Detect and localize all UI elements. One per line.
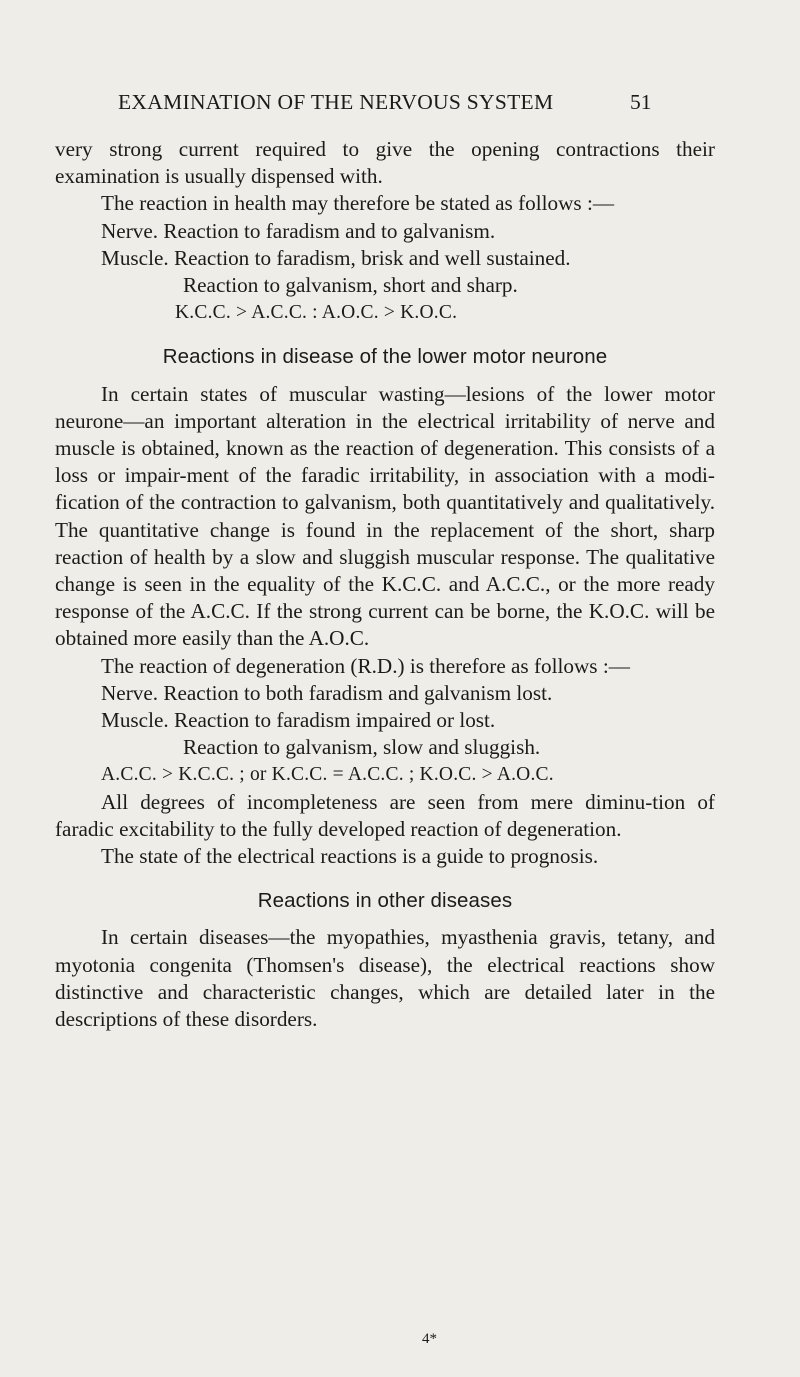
rd-muscle-line: Reaction to galvanism, slow and sluggish. <box>183 735 541 760</box>
paragraph: The reaction in health may therefore be stated as follows :— <box>101 191 615 216</box>
section-heading: Reactions in other diseases <box>257 889 513 913</box>
health-muscle-line: Muscle. Reaction to faradism, brisk and well sustained. <box>101 245 571 270</box>
page-body <box>55 136 715 1033</box>
paragraph: In certain diseases—the myopathies, myasthenia gravis, tetany, and myotonia congenita (Thomsen's disease), the electrical reactions show distinctive and characteristic changes, which are detailed later in the descriptions of these disorders. <box>55 925 715 1032</box>
paragraph: All degrees of incompleteness are seen from mere diminu-tion of faradic excitability to the fully developed reaction of degeneration. <box>55 789 715 841</box>
health-muscle-line: Reaction to galvanism, short and sharp. <box>183 273 518 298</box>
signature-mark: 4* <box>422 1331 437 1347</box>
section-heading: Reactions in disease of the lower motor neurone <box>162 345 608 369</box>
paragraph: In certain states of muscular wasting—lesions of the lower motor neurone—an important alteration in the electrical irritability of nerve and muscle is obtained, known as the reaction of degeneration. This consists of a loss or impair-ment of the faradic irritability, in association with a modi-fication of the contraction to galvanism, both quantitatively and qualitatively. The quantitative change is found in the replacement of the short, sharp reaction of health by a slow and sluggish muscular response. The qualitative change is seen in the equality of the K.C.C. and A.C.C., or the more ready response of the A.C.C. If the strong current can be borne, the K.O.C. will be obtained more easily than the A.O.C. <box>55 381 715 651</box>
formula-rd: A.C.C. > K.C.C. ; or K.C.C. = A.C.C. ; K.O.C. > A.O.C. <box>101 764 554 786</box>
health-nerve-line: Nerve. Reaction to faradism and to galvanism. <box>101 218 496 243</box>
rd-nerve-line: Nerve. Reaction to both faradism and galvanism lost. <box>101 680 553 705</box>
rd-muscle-line: Muscle. Reaction to faradism impaired or lost. <box>101 708 496 733</box>
paragraph: The state of the electrical reactions is a guide to prognosis. <box>101 844 599 869</box>
running-title: EXAMINATION OF THE NERVOUS SYSTEM <box>118 90 554 114</box>
paragraph: The reaction of degeneration (R.D.) is therefore as follows :— <box>101 653 630 678</box>
paragraph: very strong current required to give the opening contractions their examination is usually dispensed with. <box>55 137 715 189</box>
formula-health: K.C.C. > A.C.C. : A.O.C. > K.O.C. <box>175 302 458 324</box>
page-number: 51 <box>630 90 652 114</box>
